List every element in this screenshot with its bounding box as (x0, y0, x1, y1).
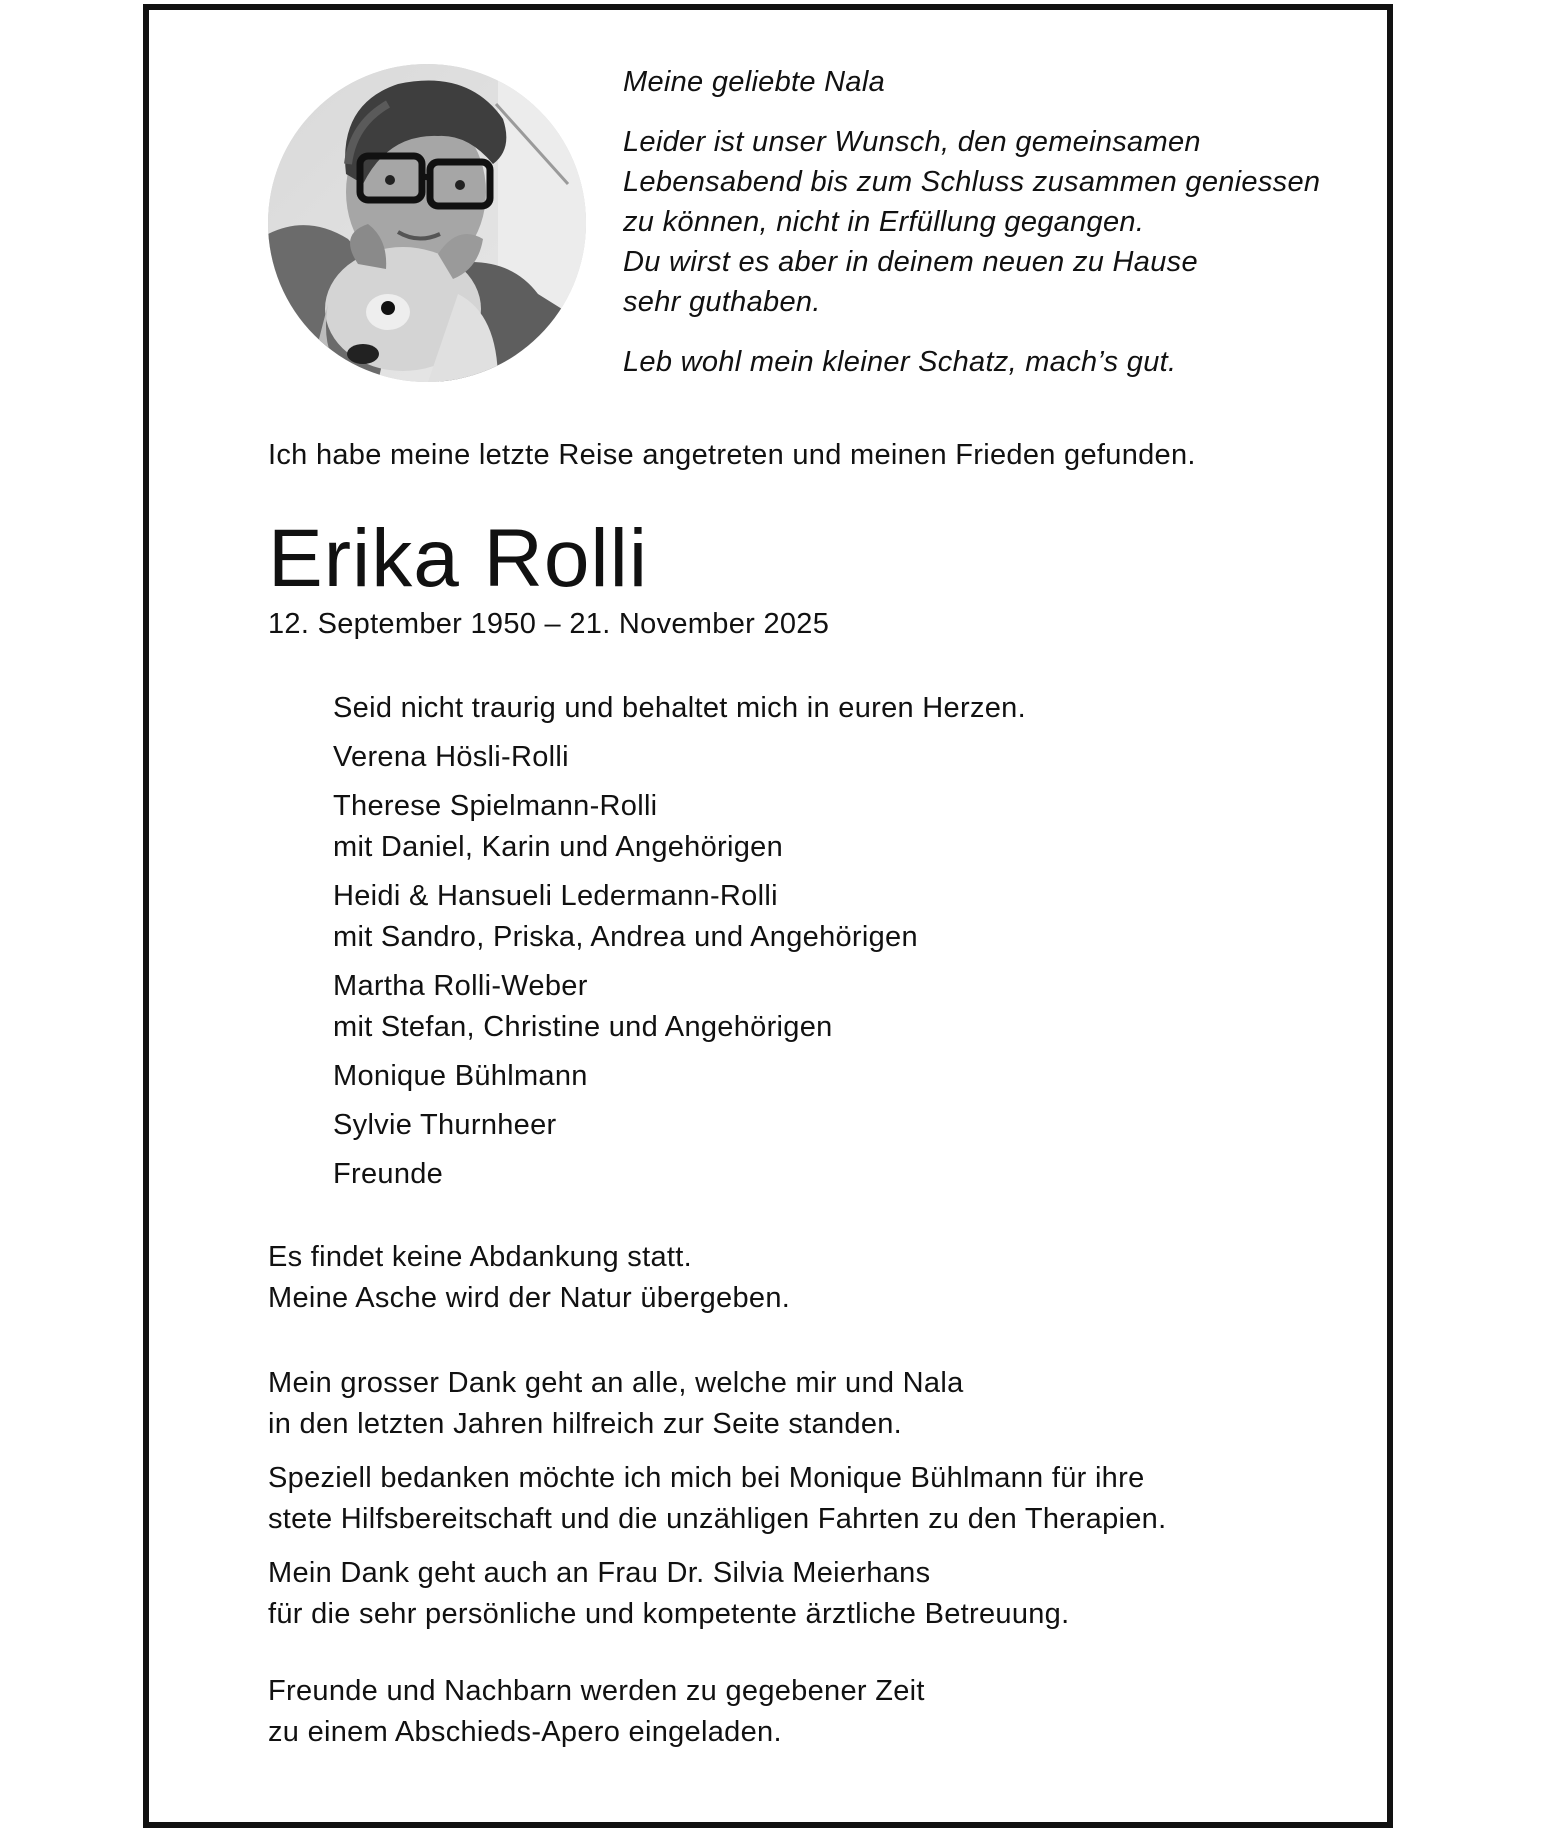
notice-block (268, 1237, 790, 1319)
deceased-name: Erika Rolli (268, 513, 649, 604)
mourner-family: mit Sandro, Priska, Andrea und Angehörigen (333, 921, 918, 953)
mourner-group (333, 1154, 1026, 1195)
life-dates: 12. September 1950 – 21. November 2025 (268, 608, 830, 640)
poem-line: Leider ist unser Wunsch, den gemeinsamen (623, 126, 1201, 158)
poem-line: sehr guthaben. (623, 286, 821, 318)
poem-line: zu können, nicht in Erfüllung gegangen. (623, 206, 1145, 238)
thanks-line: in den letzten Jahren hilfreich zur Seite standen. (268, 1408, 903, 1440)
mourner-group (333, 737, 1026, 778)
mourner-group (333, 1105, 1026, 1146)
mourners-motto: Seid nicht traurig und behaltet mich in euren Herzen. (333, 692, 1026, 724)
invitation-block (268, 1671, 925, 1753)
mourner-group (333, 876, 1026, 958)
poem-line: Lebensabend bis zum Schluss zusammen geniessen (623, 166, 1321, 198)
thanks-paragraph (268, 1363, 964, 1445)
mourner-name: Monique Bühlmann (333, 1060, 588, 1092)
thanks-line: Speziell bedanken möchte ich mich bei Monique Bühlmann für ihre (268, 1462, 1145, 1494)
mourner-name: Heidi & Hansueli Ledermann-Rolli (333, 880, 778, 912)
portrait-photo-icon (268, 64, 586, 382)
mourner-name: Therese Spielmann-Rolli (333, 790, 658, 822)
thanks-line: für die sehr persönliche und kompetente ärztliche Betreuung. (268, 1598, 1070, 1630)
thanks-line: stete Hilfsbereitschaft und die unzähligen Fahrten zu den Therapien. (268, 1503, 1167, 1535)
poem-closing: Leb wohl mein kleiner Schatz, mach’s gut. (623, 346, 1177, 378)
notice-line: Meine Asche wird der Natur übergeben. (268, 1282, 791, 1314)
mourner-name: Martha Rolli-Weber (333, 970, 588, 1002)
mourner-group (333, 1056, 1026, 1097)
mourners-list (333, 688, 1026, 1203)
poem-line: Du wirst es aber in deinem neuen zu Hause (623, 246, 1198, 278)
mourner-group (333, 786, 1026, 868)
invitation-line: Freunde und Nachbarn werden zu gegebener Zeit (268, 1675, 925, 1707)
mourner-group (333, 966, 1026, 1048)
mourner-family: mit Stefan, Christine und Angehörigen (333, 1011, 833, 1043)
thanks-line: Mein Dank geht auch an Frau Dr. Silvia Meierhans (268, 1557, 931, 1589)
portrait-photo (268, 64, 586, 382)
mourner-name: Sylvie Thurnheer (333, 1109, 557, 1141)
mourner-name: Verena Hösli-Rolli (333, 741, 569, 773)
invitation-line: zu einem Abschieds-Apero eingeladen. (268, 1716, 782, 1748)
poem-block (623, 62, 1363, 402)
mourner-name: Freunde (333, 1158, 444, 1190)
intro-text: Ich habe meine letzte Reise angetreten und meinen Frieden gefunden. (268, 439, 1196, 471)
thanks-line: Mein grosser Dank geht an alle, welche mir und Nala (268, 1367, 964, 1399)
thanks-paragraph (268, 1553, 1069, 1635)
notice-line: Es findet keine Abdankung statt. (268, 1241, 692, 1273)
thanks-paragraph (268, 1458, 1166, 1540)
poem-stanza (623, 122, 1363, 322)
mourner-family: mit Daniel, Karin und Angehörigen (333, 831, 784, 863)
poem-title: Meine geliebte Nala (623, 66, 886, 98)
